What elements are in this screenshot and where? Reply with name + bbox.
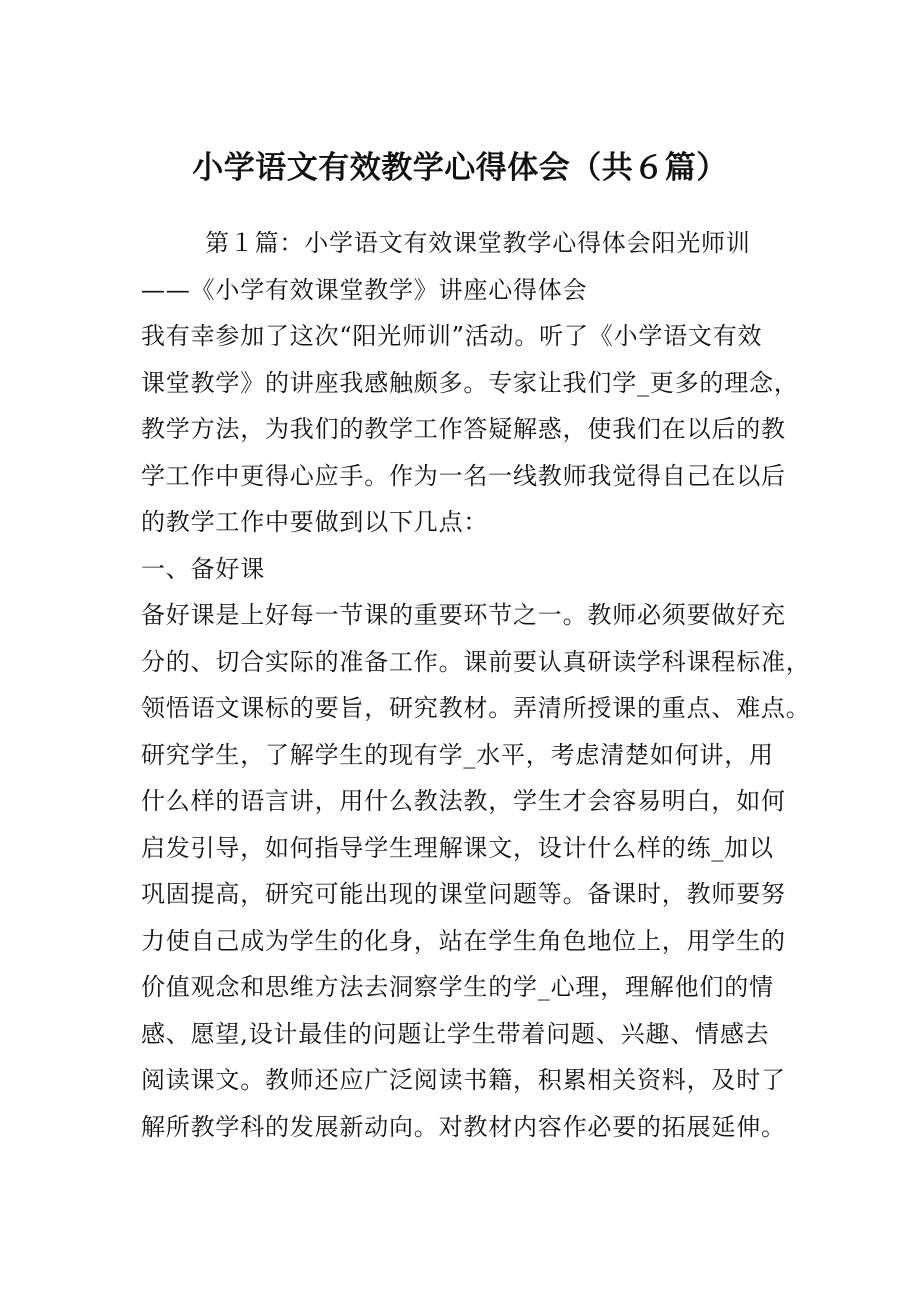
paragraph-2-line: 备好课是上好每一节课的重要环节之一。教师必须要做好充 <box>141 601 786 629</box>
paragraph-2-line: 解所教学科的发展新动向。对教材内容作必要的拓展延伸。 <box>141 1112 786 1141</box>
section-heading: 一、备好课 <box>141 554 265 583</box>
document-body <box>141 220 811 1150</box>
paragraph-2-line: 启发引导，如何指导学生理解课文，设计什么样的练_加以 <box>141 833 774 862</box>
paragraph-1-line: 我有幸参加了这次“阳光师训”活动。听了《小学语文有效 <box>141 322 763 350</box>
paragraph-1-line: 学工作中更得心应手。作为一名一线教师我觉得自己在以后 <box>141 461 786 490</box>
paragraph-2-line: 阅读课文。教师还应广泛阅读书籍，积累相关资料，及时了 <box>141 1066 786 1094</box>
paragraph-1-line: 课堂教学》的讲座我感触颇多。专家让我们学_更多的理念， <box>141 368 799 397</box>
paragraph-2-line: 感、愿望,设计最佳的问题让学生带着问题、兴趣、情感去 <box>141 1019 770 1048</box>
paragraph-2-line: 研究学生，了解学生的现有学_水平，考虑清楚如何讲，用 <box>141 740 774 769</box>
paragraph-1-line: 教学方法，为我们的教学工作答疑解惑，使我们在以后的教 <box>141 415 786 443</box>
chapter-heading-line-2: ——《小学有效课堂教学》讲座心得体会 <box>141 275 588 304</box>
paragraph-2-line: 力使自己成为学生的化身，站在学生角色地位上，用学生的 <box>141 926 786 955</box>
document-title: 小学语文有效教学心得体会（共６篇） <box>192 150 728 186</box>
paragraph-2-line: 分的、切合实际的准备工作。课前要认真研读学科课程标准， <box>141 647 811 676</box>
chapter-heading-line-1: 第１篇：小学语文有效课堂教学心得体会阳光师训 <box>205 229 751 257</box>
paragraph-1-line: 的教学工作中要做到以下几点： <box>141 508 489 536</box>
paragraph-2-line: 巩固提高，研究可能出现的课堂问题等。备课时，教师要努 <box>141 880 786 908</box>
paragraph-2-line: 价值观念和思维方法去洞察学生的学_心理，理解他们的情 <box>141 973 774 1001</box>
paragraph-2-line: 领悟语文课标的要旨，研究教材。弄清所授课的重点、难点。 <box>141 694 811 722</box>
paragraph-2-line: 什么样的语言讲，用什么教法教，学生才会容易明白，如何 <box>141 787 786 815</box>
